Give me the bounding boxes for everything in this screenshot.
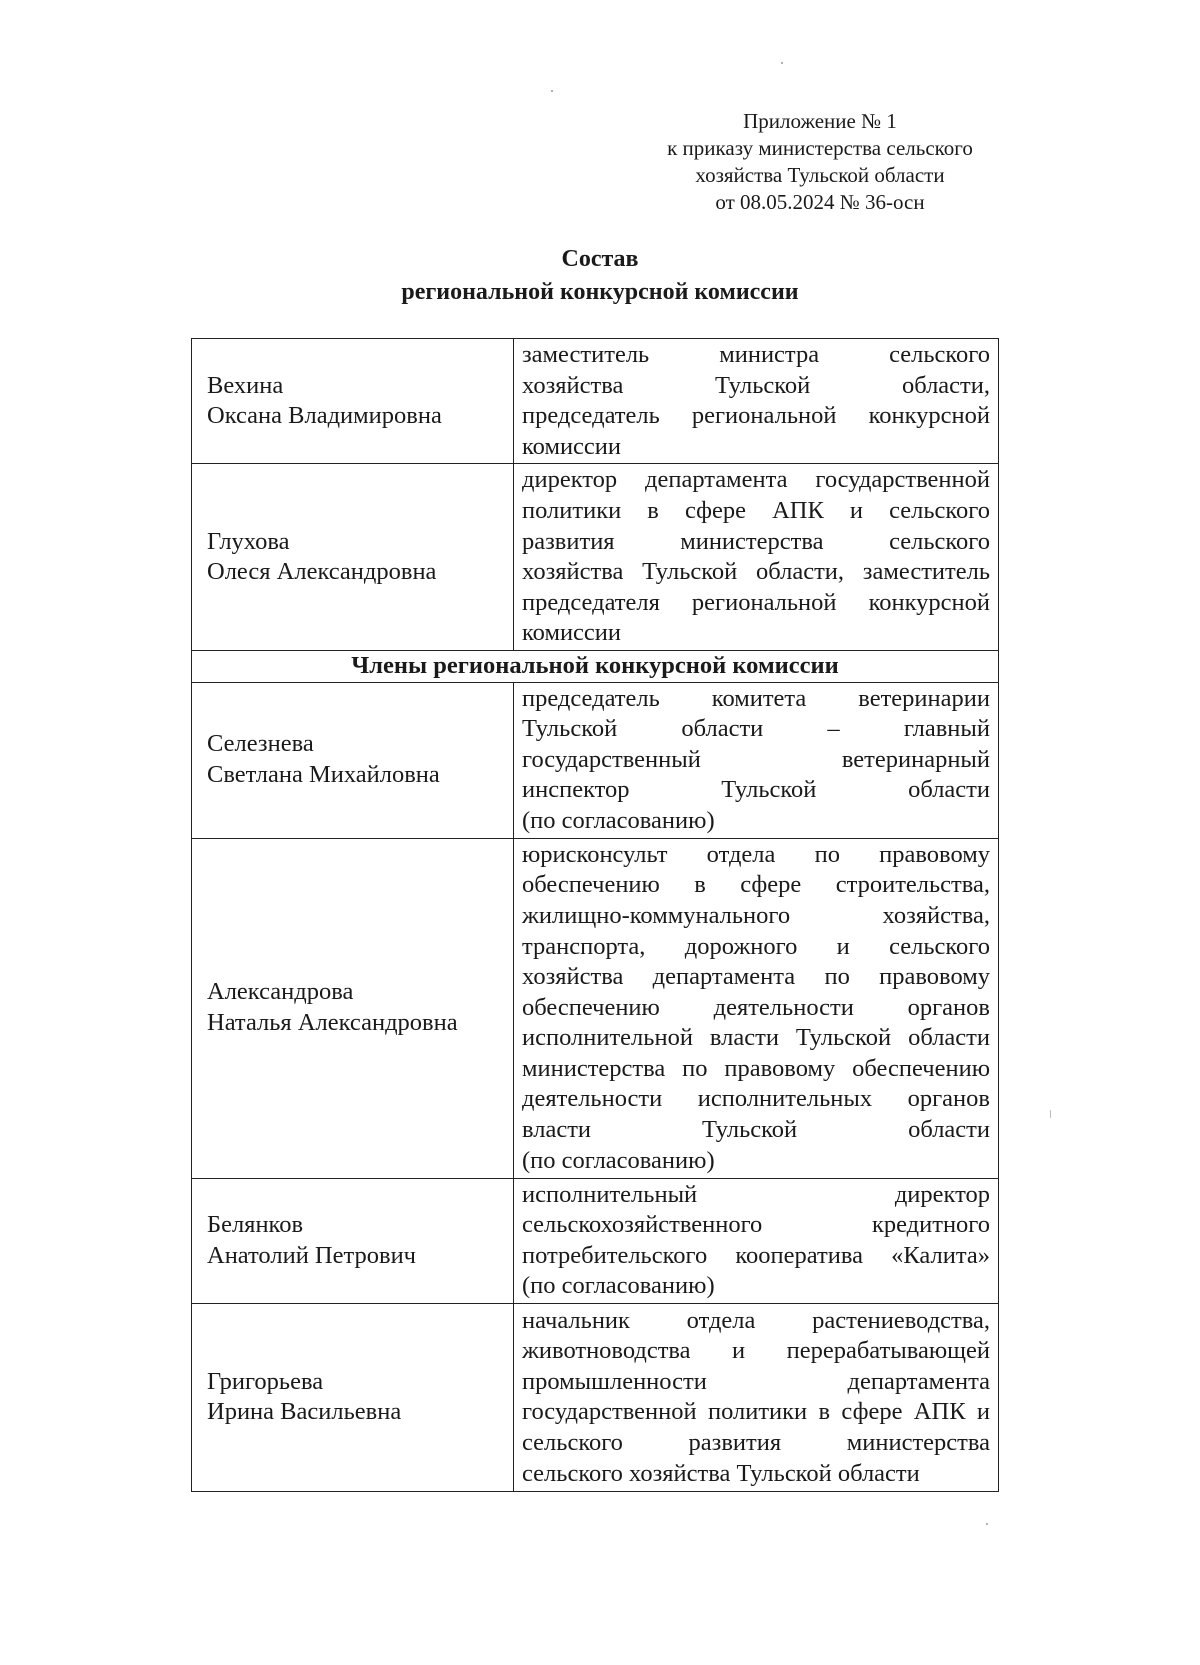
position-line: развития министерства сельского bbox=[522, 527, 990, 555]
position-line: обеспечению деятельности органов bbox=[522, 993, 990, 1021]
member-given-names: Анатолий Петрович bbox=[207, 1241, 417, 1269]
appendix-number: Приложение № 1 bbox=[743, 109, 897, 133]
position-line: Тульской области – главный bbox=[522, 715, 990, 743]
position-line: комиссии bbox=[522, 619, 622, 647]
appendix-date-number: от 08.05.2024 № 36-осн bbox=[715, 190, 925, 214]
position-line: (по согласованию) bbox=[522, 1272, 715, 1300]
appendix-order-ref: к приказу министерства сельского bbox=[667, 136, 973, 160]
scan-speck bbox=[1050, 1110, 1051, 1118]
member-surname: Александрова bbox=[207, 978, 354, 1006]
position-line: председатель комитета ветеринарии bbox=[522, 684, 990, 712]
member-position-cell bbox=[514, 1303, 999, 1491]
position-line: начальник отдела растениеводства, bbox=[522, 1306, 990, 1334]
member-surname: Вехина bbox=[207, 371, 284, 399]
position-line: председатель региональной конкурсной bbox=[522, 402, 990, 430]
position-line: хозяйства Тульской области, bbox=[522, 371, 990, 399]
position-line: (по согласованию) bbox=[522, 1146, 715, 1174]
appendix-header bbox=[600, 108, 1040, 216]
member-position-cell bbox=[514, 682, 999, 838]
position-line: сельского хозяйства Тульской области bbox=[522, 1459, 920, 1487]
member-given-names: Светлана Михайловна bbox=[207, 761, 440, 789]
position-line: сельскохозяйственного кредитного bbox=[522, 1211, 990, 1239]
scan-speck bbox=[986, 1523, 988, 1525]
position-line: политики в сфере АПК и сельского bbox=[522, 496, 990, 524]
position-line: сельского развития министерства bbox=[522, 1428, 990, 1456]
member-given-names: Наталья Александровна bbox=[207, 1009, 458, 1036]
member-given-names: Оксана Владимировна bbox=[207, 402, 442, 430]
member-surname: Глухова bbox=[207, 527, 290, 555]
title-line-2: региональной конкурсной комиссии bbox=[401, 279, 799, 305]
appendix-ministry: хозяйства Тульской области bbox=[695, 163, 945, 187]
table-row bbox=[192, 339, 999, 464]
member-position-cell bbox=[514, 838, 999, 1178]
position-line: хозяйства Тульской области, заместитель bbox=[522, 558, 990, 586]
position-line: (по согласованию) bbox=[522, 806, 715, 834]
member-name-cell bbox=[192, 339, 514, 464]
table-row bbox=[192, 1178, 999, 1303]
member-name-cell bbox=[192, 838, 514, 1178]
position-line: министерства по правовому обеспечению bbox=[522, 1054, 990, 1082]
position-line: транспорта, дорожного и сельского bbox=[522, 932, 990, 960]
table-row bbox=[192, 838, 999, 1178]
member-given-names: Олеся Александровна bbox=[207, 558, 437, 586]
member-name-cell bbox=[192, 464, 514, 651]
member-surname: Белянков bbox=[207, 1211, 304, 1239]
document-title bbox=[0, 243, 1200, 309]
member-surname: Григорьева bbox=[207, 1367, 324, 1395]
position-line: директор департамента государственной bbox=[522, 466, 990, 494]
scan-speck bbox=[781, 62, 783, 64]
position-line: власти Тульской области bbox=[522, 1116, 990, 1144]
position-line: государственной политики в сфере АПК и bbox=[522, 1398, 990, 1426]
table-row bbox=[192, 464, 999, 651]
position-line: животноводства и перерабатывающей bbox=[522, 1337, 990, 1365]
position-line: деятельности исполнительных органов bbox=[522, 1085, 990, 1113]
table-row bbox=[192, 1303, 999, 1491]
position-line: обеспечению в сфере строительства, bbox=[522, 871, 990, 899]
member-position-cell bbox=[514, 1178, 999, 1303]
table-row bbox=[192, 682, 999, 838]
member-name-cell bbox=[192, 1303, 514, 1491]
position-line: исполнительный директор bbox=[522, 1180, 990, 1208]
member-position-cell bbox=[514, 464, 999, 651]
member-given-names: Ирина Васильевна bbox=[207, 1398, 402, 1426]
position-line: хозяйства департамента по правовому bbox=[522, 963, 990, 991]
title-line-1: Состав bbox=[561, 246, 639, 272]
scan-speck bbox=[551, 90, 553, 92]
position-line: заместитель министра сельского bbox=[522, 341, 990, 368]
position-line: комиссии bbox=[522, 432, 622, 460]
committee-table bbox=[191, 338, 999, 1492]
position-line: потребительского кооператива «Калита» bbox=[522, 1241, 990, 1269]
position-line: председателя региональной конкурсной bbox=[522, 588, 990, 616]
position-line: жилищно-коммунального хозяйства, bbox=[522, 901, 990, 929]
member-position-cell bbox=[514, 339, 999, 464]
position-line: промышленности департамента bbox=[522, 1367, 990, 1395]
members-section-header: Члены региональной конкурсной комиссии bbox=[192, 650, 999, 682]
position-line: государственный ветеринарный bbox=[522, 745, 990, 773]
table-section-row bbox=[192, 650, 999, 682]
member-name-cell bbox=[192, 682, 514, 838]
member-name-cell bbox=[192, 1178, 514, 1303]
position-line: инспектор Тульской области bbox=[522, 776, 990, 804]
member-surname: Селезнева bbox=[207, 730, 314, 758]
position-line: исполнительной власти Тульской области bbox=[522, 1024, 990, 1052]
position-line: юрисконсульт отдела по правовому bbox=[522, 840, 990, 868]
